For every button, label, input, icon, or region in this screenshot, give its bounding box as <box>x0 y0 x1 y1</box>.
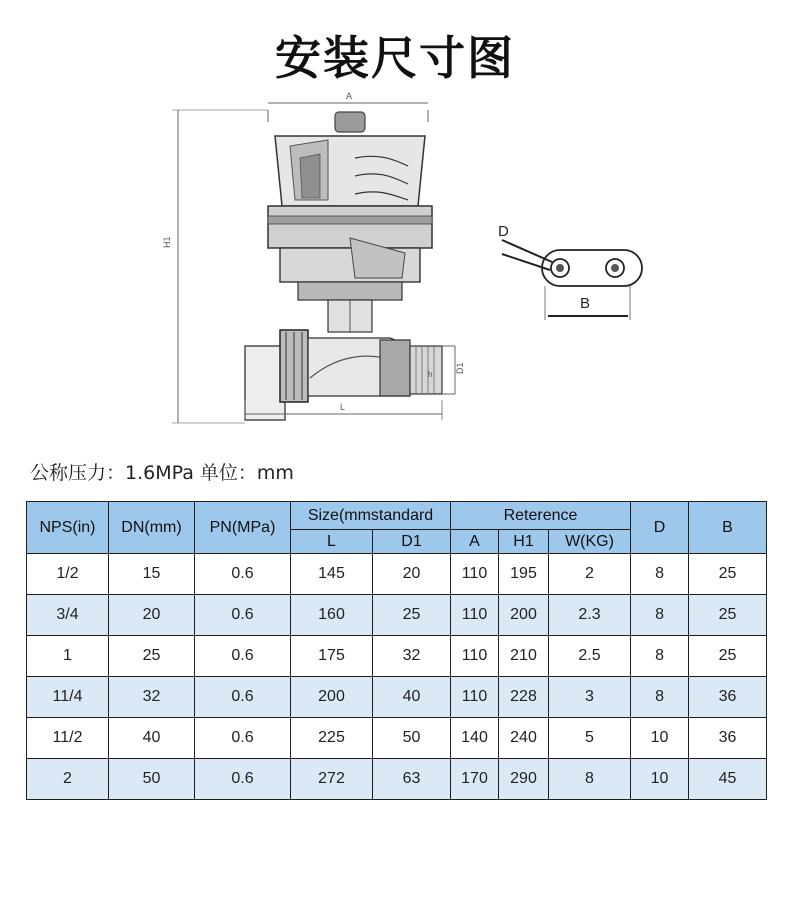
header-nps: NPS(in) <box>27 502 109 554</box>
cell-b: 36 <box>689 718 767 759</box>
cell-nps: 11/2 <box>27 718 109 759</box>
header-l: L <box>291 530 373 554</box>
valve-stem <box>328 300 372 332</box>
table-header-row <box>27 502 767 530</box>
cell-a: 170 <box>451 759 499 800</box>
dim-label-d: D <box>498 223 509 240</box>
table-row <box>27 718 767 759</box>
header-d: D <box>631 502 689 554</box>
header-reference-group: Reterence <box>451 502 631 530</box>
cell-d: 8 <box>631 677 689 718</box>
header-h1: H1 <box>499 530 549 554</box>
cell-nps: 3/4 <box>27 595 109 636</box>
cell-h1: 290 <box>499 759 549 800</box>
header-dn: DN(mm) <box>109 502 195 554</box>
dimension-table <box>26 501 767 800</box>
cell-l: 175 <box>291 636 373 677</box>
table-row <box>27 759 767 800</box>
cell-a: 110 <box>451 554 499 595</box>
cell-dn: 25 <box>109 636 195 677</box>
header-size-group: Size(mmstandard <box>291 502 451 530</box>
cell-d1: 25 <box>373 595 451 636</box>
cell-a: 110 <box>451 595 499 636</box>
dim-label-b: B <box>580 295 591 312</box>
table-row <box>27 677 767 718</box>
cell-d1: 40 <box>373 677 451 718</box>
cell-h1: 228 <box>499 677 549 718</box>
cell-l: 225 <box>291 718 373 759</box>
dim-label-h: h <box>428 370 433 379</box>
cell-pn: 0.6 <box>195 759 291 800</box>
actuator <box>268 112 432 300</box>
cell-b: 25 <box>689 554 767 595</box>
cell-w: 8 <box>549 759 631 800</box>
cell-pn: 0.6 <box>195 718 291 759</box>
cell-l: 145 <box>291 554 373 595</box>
cell-pn: 0.6 <box>195 677 291 718</box>
valve-body <box>245 330 455 420</box>
spec-line: 公称压力：1.6MPa 单位：mm <box>30 462 294 484</box>
cell-b: 25 <box>689 636 767 677</box>
cell-dn: 40 <box>109 718 195 759</box>
cell-d1: 63 <box>373 759 451 800</box>
cell-l: 160 <box>291 595 373 636</box>
cell-b: 25 <box>689 595 767 636</box>
cell-a: 140 <box>451 718 499 759</box>
cell-dn: 32 <box>109 677 195 718</box>
cell-w: 5 <box>549 718 631 759</box>
dim-label-l: L <box>340 402 346 412</box>
header-a: A <box>451 530 499 554</box>
cell-d1: 20 <box>373 554 451 595</box>
cell-a: 110 <box>451 677 499 718</box>
cell-w: 3 <box>549 677 631 718</box>
dim-label-h1: H1 <box>162 236 172 248</box>
cell-h1: 195 <box>499 554 549 595</box>
cell-nps: 11/4 <box>27 677 109 718</box>
cell-b: 36 <box>689 677 767 718</box>
cell-dn: 20 <box>109 595 195 636</box>
cell-nps: 1 <box>27 636 109 677</box>
cell-nps: 2 <box>27 759 109 800</box>
cell-w: 2.5 <box>549 636 631 677</box>
page-title: 安装尺寸图 <box>275 31 515 85</box>
dim-label-a: A <box>346 91 353 101</box>
cell-d1: 50 <box>373 718 451 759</box>
cell-h1: 210 <box>499 636 549 677</box>
cell-b: 45 <box>689 759 767 800</box>
cell-w: 2.3 <box>549 595 631 636</box>
dim-label-d1: D1 <box>455 362 465 374</box>
cell-pn: 0.6 <box>195 636 291 677</box>
table-row <box>27 595 767 636</box>
table-row <box>27 636 767 677</box>
cell-pn: 0.6 <box>195 595 291 636</box>
mounting-plate-detail <box>498 223 642 320</box>
header-pn: PN(MPa) <box>195 502 291 554</box>
cell-d: 10 <box>631 759 689 800</box>
cell-dn: 15 <box>109 554 195 595</box>
cell-d: 8 <box>631 595 689 636</box>
cell-nps: 1/2 <box>27 554 109 595</box>
header-d1: D1 <box>373 530 451 554</box>
cell-d: 8 <box>631 636 689 677</box>
cell-d: 8 <box>631 554 689 595</box>
cell-a: 110 <box>451 636 499 677</box>
table-row <box>27 554 767 595</box>
valve-dimension-drawing <box>150 88 650 433</box>
cell-pn: 0.6 <box>195 554 291 595</box>
cell-l: 200 <box>291 677 373 718</box>
cell-h1: 240 <box>499 718 549 759</box>
cell-d1: 32 <box>373 636 451 677</box>
cell-w: 2 <box>549 554 631 595</box>
cell-l: 272 <box>291 759 373 800</box>
header-w: W(KG) <box>549 530 631 554</box>
cell-d: 10 <box>631 718 689 759</box>
cell-h1: 200 <box>499 595 549 636</box>
header-b: B <box>689 502 767 554</box>
cell-dn: 50 <box>109 759 195 800</box>
